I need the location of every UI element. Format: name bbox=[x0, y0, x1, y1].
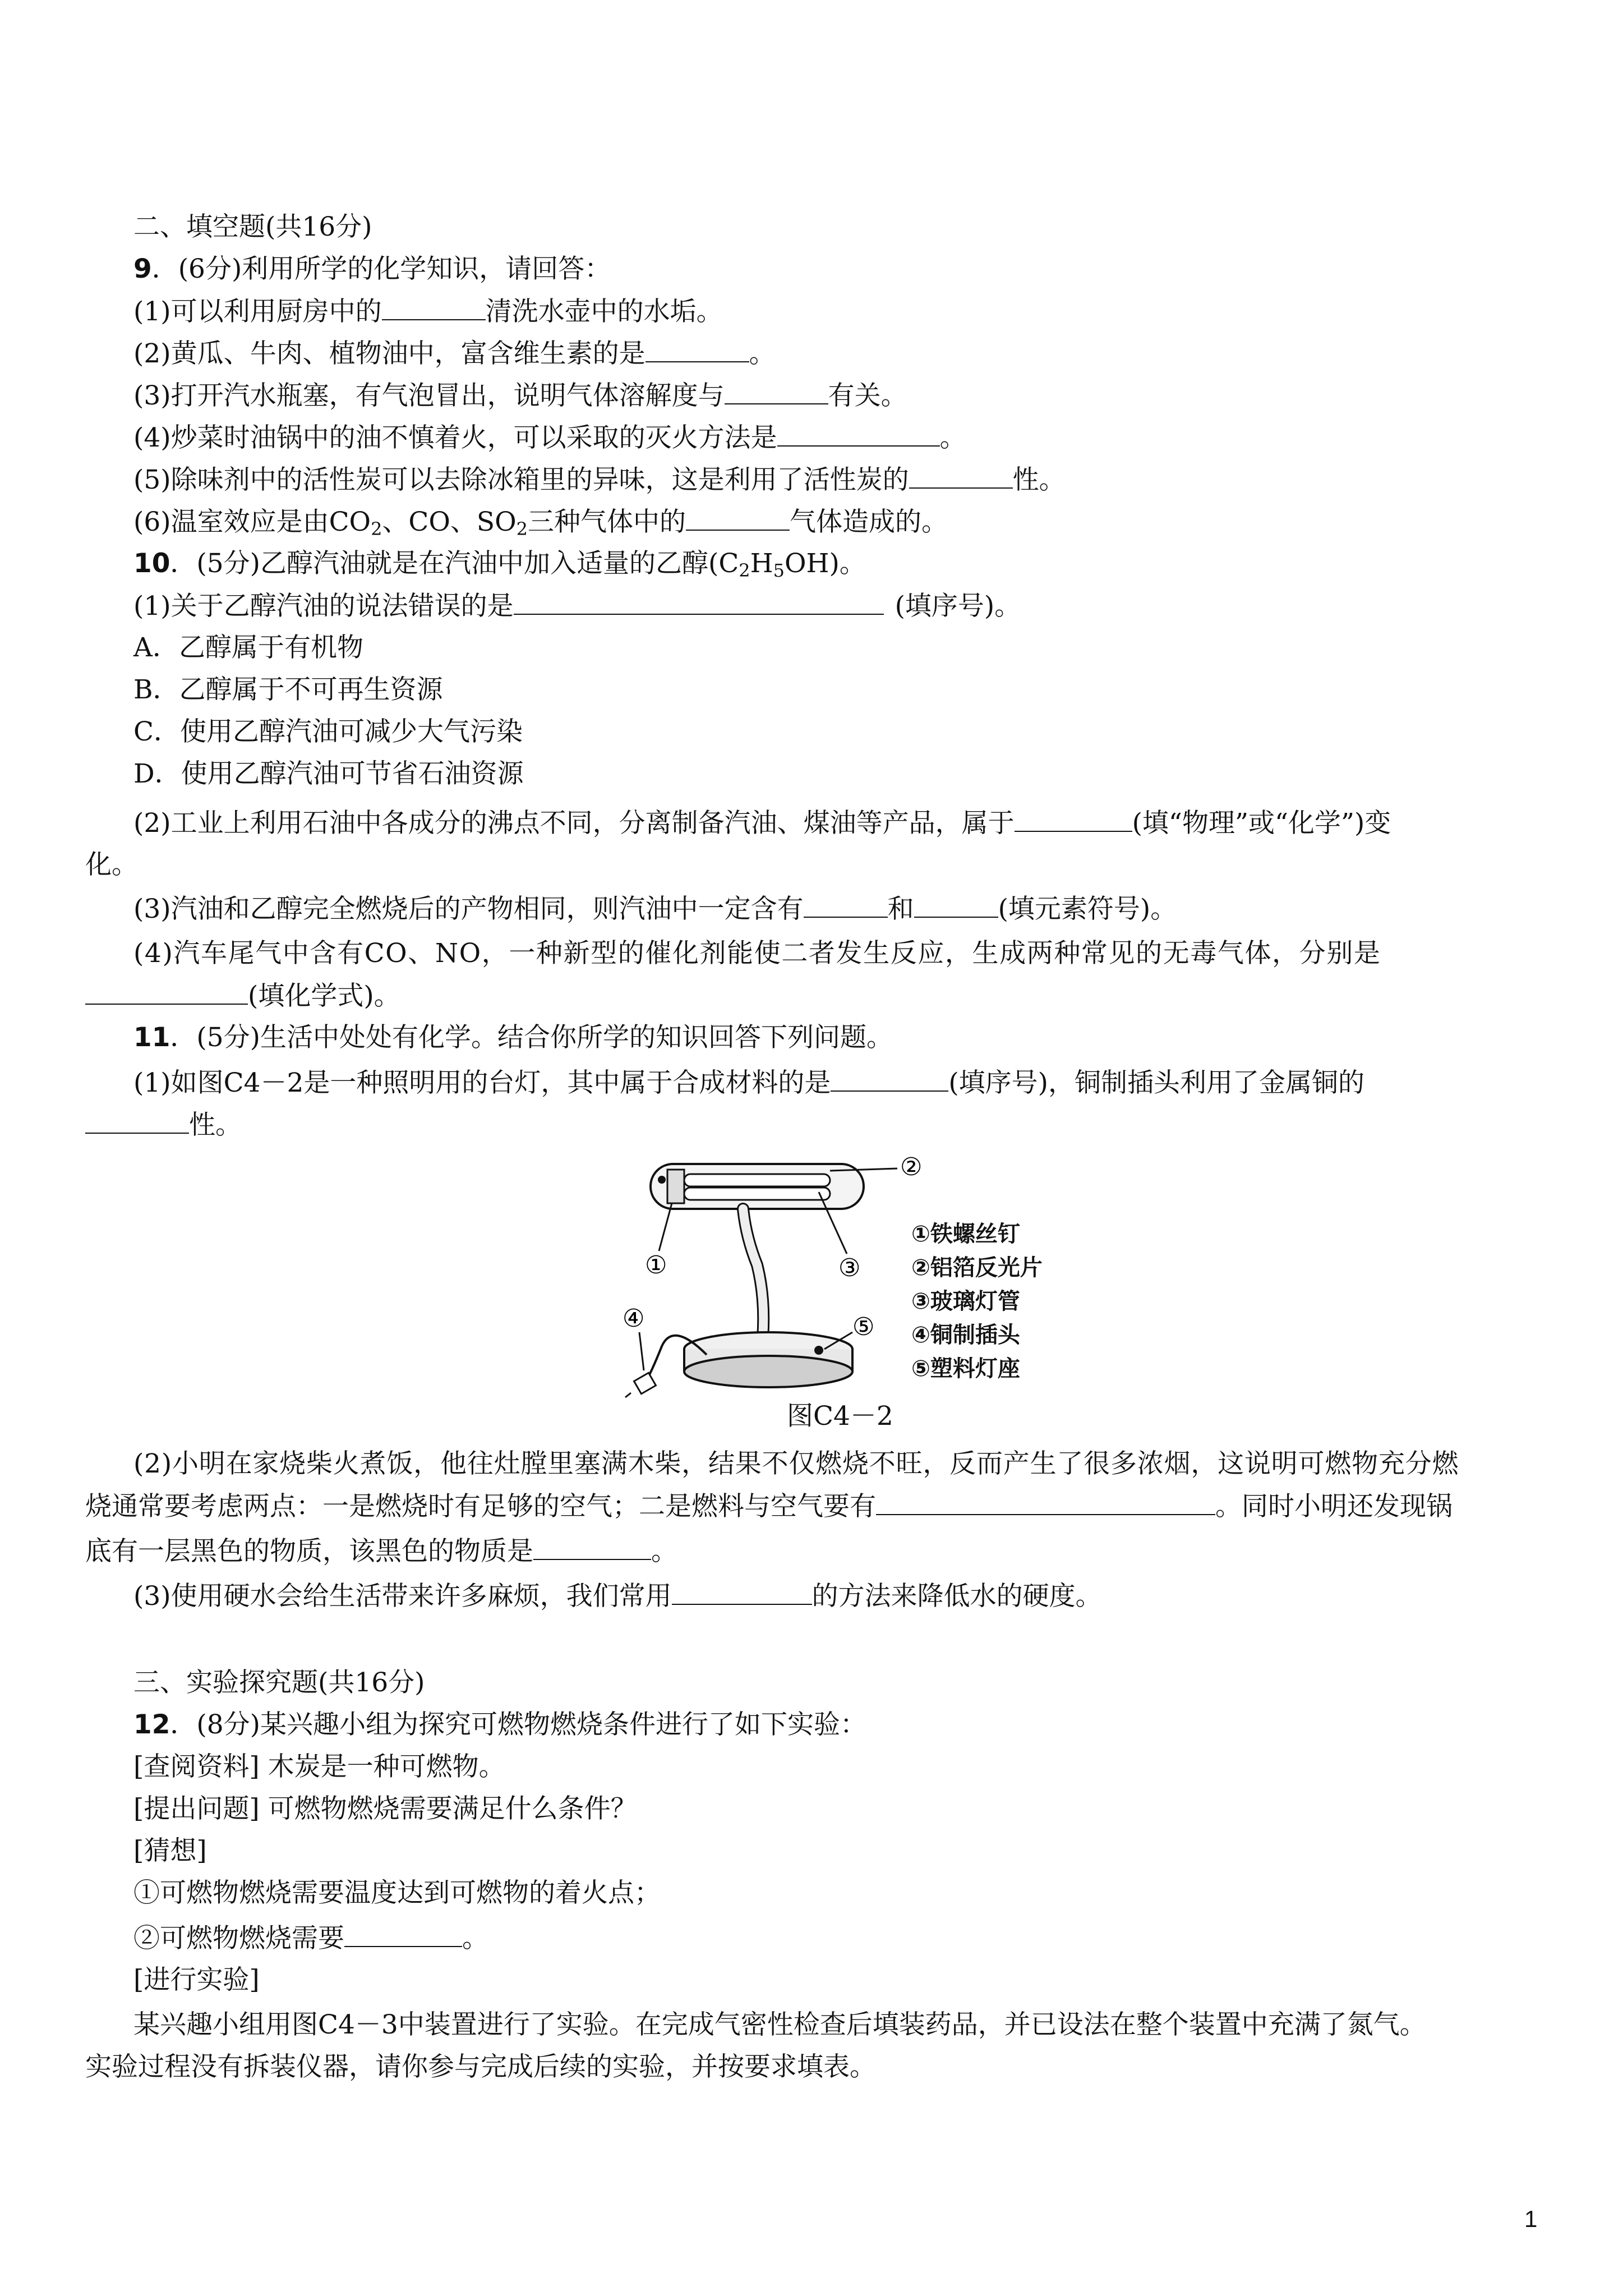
question-9-part-1: (1)可以利用厨房中的 清洗水壶中的水垢。 bbox=[133, 295, 723, 329]
answer-blank[interactable] bbox=[514, 589, 884, 615]
figure-caption: 图C4－2 bbox=[787, 1401, 893, 1432]
answer-blank[interactable] bbox=[777, 421, 940, 447]
question-10-part-4-cont: (填化学式)。 bbox=[85, 979, 400, 1013]
answer-blank[interactable] bbox=[804, 892, 888, 918]
screw-icon bbox=[667, 1170, 684, 1203]
question-11-part-2-cont: 烧通常要考虑两点：一是燃烧时有足够的空气；二是燃料与空气要有 。同时小明还发现锅 bbox=[85, 1489, 1453, 1524]
question-11-part-2-cont2: 底有一层黑色的物质，该黑色的物质是 。 bbox=[85, 1534, 677, 1568]
question-10-part-4: (4)汽车尾气中含有CO、NO，一种新型的催化剂能使二者发生反应，生成两种常见的无毒气体，分别是 bbox=[133, 938, 1381, 969]
plug-prong-icon bbox=[625, 1393, 631, 1397]
option-a: A．乙醇属于有机物 bbox=[133, 632, 363, 663]
answer-blank[interactable] bbox=[909, 463, 1013, 489]
callout-line-4 bbox=[639, 1332, 644, 1370]
question-10-part-2-cont: 化。 bbox=[85, 849, 138, 880]
lamp-figure bbox=[606, 1153, 1066, 1433]
question-12-line: [提出问题] 可燃物燃烧需要满足什么条件？ bbox=[133, 1793, 637, 1824]
question-11-part-2: (2)小明在家烧柴火煮饭，他往灶膛里塞满木柴，结果不仅燃烧不旺，反而产生了很多浓烟，这说明可燃物充分燃 bbox=[133, 1448, 1459, 1479]
answer-blank[interactable] bbox=[85, 979, 248, 1005]
answer-blank[interactable] bbox=[382, 295, 486, 320]
answer-blank[interactable] bbox=[914, 892, 998, 918]
option-c: C．使用乙醇汽油可减少大气污染 bbox=[133, 716, 523, 747]
question-9-part-2: (2)黄瓜、牛肉、植物油中，富含维生素的是 。 bbox=[133, 337, 776, 371]
option-d: D．使用乙醇汽油可节省石油资源 bbox=[133, 758, 524, 789]
question-10-part-3: (3)汽油和乙醇完全燃烧后的产物相同，则汽油中一定含有 和 (填元素符号)。 bbox=[133, 892, 1177, 926]
question-12-line: [进行实验] bbox=[133, 1964, 260, 1995]
answer-blank[interactable] bbox=[533, 1534, 651, 1560]
question-10-part-2: (2)工业上利用石油中各成分的沸点不同，分离制备汽油、煤油等产品，属于 (填“物理”或“化学”)变 bbox=[133, 806, 1391, 840]
answer-blank[interactable] bbox=[1015, 806, 1132, 832]
question-12-line: [查阅资料] 木炭是一种可燃物。 bbox=[133, 1751, 505, 1782]
question-12-line: 实验过程没有拆装仪器，请你参与完成后续的实验，并按要求填表。 bbox=[85, 2051, 876, 2082]
answer-blank[interactable] bbox=[725, 379, 828, 404]
answer-blank[interactable] bbox=[645, 337, 749, 362]
screw-dot-icon bbox=[658, 1176, 666, 1184]
question-11-stem: 11．(5分)生活中处处有化学。结合你所学的知识回答下列问题。 bbox=[133, 1022, 893, 1053]
question-12-line: ②可燃物燃烧需要 。 bbox=[133, 1921, 488, 1955]
answer-blank[interactable] bbox=[344, 1921, 462, 1947]
callout-1: ① bbox=[645, 1251, 667, 1280]
legend-item: ①铁螺丝钉 bbox=[911, 1221, 1020, 1247]
answer-blank[interactable] bbox=[831, 1066, 948, 1092]
answer-blank[interactable] bbox=[85, 1108, 189, 1134]
plug-icon bbox=[634, 1373, 656, 1394]
switch-icon bbox=[814, 1346, 823, 1355]
section-title: 三、实验探究题(共16分) bbox=[133, 1667, 425, 1698]
question-11-part-1-cont: 性。 bbox=[85, 1108, 242, 1142]
callout-4: ④ bbox=[623, 1304, 645, 1333]
legend-item: ⑤塑料灯座 bbox=[911, 1356, 1020, 1382]
callout-line-1 bbox=[659, 1203, 672, 1251]
legend-item: ④铜制插头 bbox=[911, 1322, 1020, 1348]
callout-2: ② bbox=[900, 1153, 923, 1181]
question-11-part-1: (1)如图C4－2是一种照明用的台灯，其中属于合成材料的是 (填序号)，铜制插头利用了金属铜的 bbox=[133, 1066, 1364, 1100]
option-b: B．乙醇属于不可再生资源 bbox=[133, 674, 443, 705]
section-title: 二、填空题(共16分) bbox=[133, 211, 372, 242]
glass-tube-icon bbox=[684, 1174, 830, 1186]
legend-item: ③玻璃灯管 bbox=[911, 1289, 1020, 1314]
answer-blank[interactable] bbox=[876, 1489, 1215, 1515]
answer-blank[interactable] bbox=[672, 1579, 812, 1605]
lamp-base-bottom-icon bbox=[684, 1356, 852, 1387]
question-9-stem: 9．(6分)利用所学的化学知识，请回答： bbox=[133, 254, 611, 284]
question-12-line: [猜想] bbox=[133, 1835, 207, 1866]
question-9-part-5: (5)除味剂中的活性炭可以去除冰箱里的异味，这是利用了活性炭的 性。 bbox=[133, 463, 1066, 497]
callout-3: ③ bbox=[838, 1254, 861, 1282]
question-11-part-3: (3)使用硬水会给生活带来许多麻烦，我们常用 的方法来降低水的硬度。 bbox=[133, 1579, 1102, 1613]
callout-5: ⑤ bbox=[852, 1313, 875, 1341]
question-10-stem: 10．(5分)乙醇汽油就是在汽油中加入适量的乙醇$(C_2H_5OH)$。 bbox=[133, 548, 866, 581]
glass-tube-icon bbox=[684, 1188, 830, 1200]
page-number: 1 bbox=[1524, 2206, 1538, 2232]
question-9-part-4: (4)炒菜时油锅中的油不慎着火，可以采取的灭火方法是 。 bbox=[133, 421, 966, 455]
question-9-part-6: (6)温室效应是由$CO_2$、CO、$SO_2$三种气体中的 气体造成的。 bbox=[133, 505, 948, 539]
question-9-part-3: (3)打开汽水瓶塞，有气泡冒出，说明气体溶解度与 有关。 bbox=[133, 379, 907, 413]
answer-blank[interactable] bbox=[686, 505, 790, 531]
question-12-line: 某兴趣小组用图C4－3中装置进行了实验。在完成气密性检查后填装药品，并已设法在整个装置中充满了氮气。 bbox=[133, 2009, 1426, 2040]
legend-item: ②铝箔反光片 bbox=[911, 1255, 1043, 1281]
question-12-stem: 12．(8分)某兴趣小组为探究可燃物燃烧条件进行了如下实验： bbox=[133, 1709, 866, 1740]
question-12-line: ①可燃物燃烧需要温度达到可燃物的着火点； bbox=[133, 1878, 661, 1908]
question-10-part-1: (1)关于乙醇汽油的说法错误的是 (填序号)。 bbox=[133, 589, 1021, 623]
